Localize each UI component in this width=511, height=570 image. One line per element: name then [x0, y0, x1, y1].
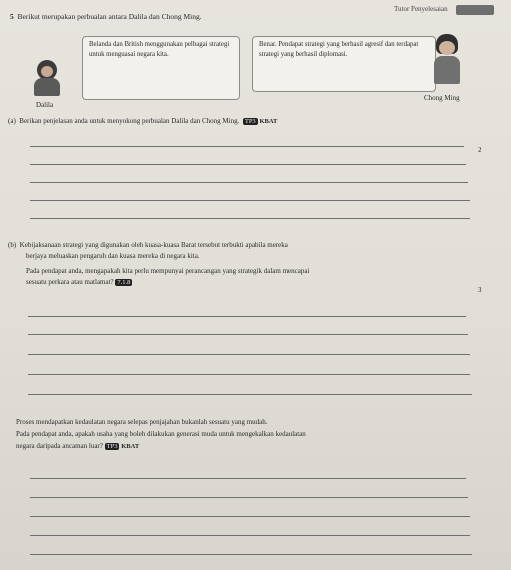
- part-b-line1: Kebijaksanaan strategi yang digunakan oleh kuasa-kuasa Barat tersebut terbukti apabila mereka: [19, 241, 288, 249]
- answer-line[interactable]: [28, 354, 470, 355]
- question-number: 5: [10, 12, 14, 21]
- part-a-text: Berikan penjelasan anda untuk menyokong perbualan Dalila dan Chong Ming.: [19, 117, 240, 125]
- part-b-line4: sesuatu perkara atau matlamat?: [26, 278, 114, 286]
- chong-ming-face-icon: [439, 41, 455, 55]
- part-b-label: (b): [8, 241, 17, 249]
- dalila-speech-bubble: [82, 36, 240, 100]
- answer-line[interactable]: [28, 394, 472, 395]
- part-b-question: [8, 240, 478, 262]
- dalila-name: Dalila: [36, 101, 54, 109]
- part-a-label: (a): [8, 117, 16, 125]
- part-a-marks: 2: [478, 146, 482, 154]
- answer-line[interactable]: [30, 535, 470, 536]
- answer-line[interactable]: [30, 478, 466, 479]
- part-c-line2: Pada pendapat anda, apakah usaha yang boleh dilakukan generasi muda untuk mengekalkan kedaulatan: [16, 430, 306, 438]
- part-a-tp-badge: TP3: [244, 118, 256, 125]
- chong-ming-speech-text: Benar. Pendapat strategi yang berhasil agresif dan terdapat strategi yang berhasil diplomasi.: [259, 41, 419, 58]
- part-a-question: [8, 117, 277, 125]
- answer-line[interactable]: [30, 554, 472, 555]
- question-intro: Berikut merupakan perbualan antara Dalila dan Chong Ming.: [17, 12, 202, 21]
- question-5-header: [10, 12, 202, 21]
- dalila-speech-text: Belanda dan British menggunakan pelbagai strategi untuk menguasai negara kita.: [89, 41, 230, 58]
- chong-ming-body-icon: [434, 56, 460, 84]
- chong-ming-illustration: [432, 34, 462, 84]
- answer-line[interactable]: [30, 516, 470, 517]
- part-c-tp-badge: TP3: [106, 443, 118, 450]
- answer-line[interactable]: [30, 200, 470, 201]
- chong-ming-speech-bubble: [252, 36, 436, 92]
- part-b-line2: berjaya meluaskan pengaruh dan kuasa mereka di negara kita.: [26, 252, 200, 260]
- answer-line[interactable]: [28, 316, 466, 317]
- part-b-marks: 3: [478, 286, 482, 294]
- dalila-illustration: [32, 60, 62, 96]
- tutor-tag-badge: [456, 5, 494, 15]
- part-c-question: [16, 416, 486, 453]
- part-b-prompt: [26, 266, 486, 288]
- part-c-line3: negara daripada ancaman luar?: [16, 442, 103, 450]
- part-a-kbat-badge: KBAT: [259, 118, 278, 125]
- answer-line[interactable]: [30, 182, 468, 183]
- answer-line[interactable]: [30, 497, 468, 498]
- answer-line[interactable]: [28, 334, 468, 335]
- dalila-face-icon: [41, 66, 53, 77]
- dalila-body-icon: [34, 78, 60, 96]
- part-c-line1: Proses mendapatkan kedaulatan negara selepas penjajahan bukanlah sesuatu yang mudah.: [16, 418, 268, 426]
- tutor-label: Tutor Penyelesaian: [394, 5, 448, 13]
- part-c-kbat-badge: KBAT: [121, 443, 140, 450]
- part-b-standard-badge: 7.1.8: [117, 279, 131, 286]
- answer-line[interactable]: [30, 218, 470, 219]
- answer-line[interactable]: [30, 146, 464, 147]
- answer-line[interactable]: [28, 374, 470, 375]
- part-b-line3: Pada pendapat anda, mengapakah kita perlu mempunyai perancangan yang strategik dalam mencapai: [26, 267, 310, 275]
- answer-line[interactable]: [30, 164, 466, 165]
- chong-ming-name: Chong Ming: [424, 94, 460, 102]
